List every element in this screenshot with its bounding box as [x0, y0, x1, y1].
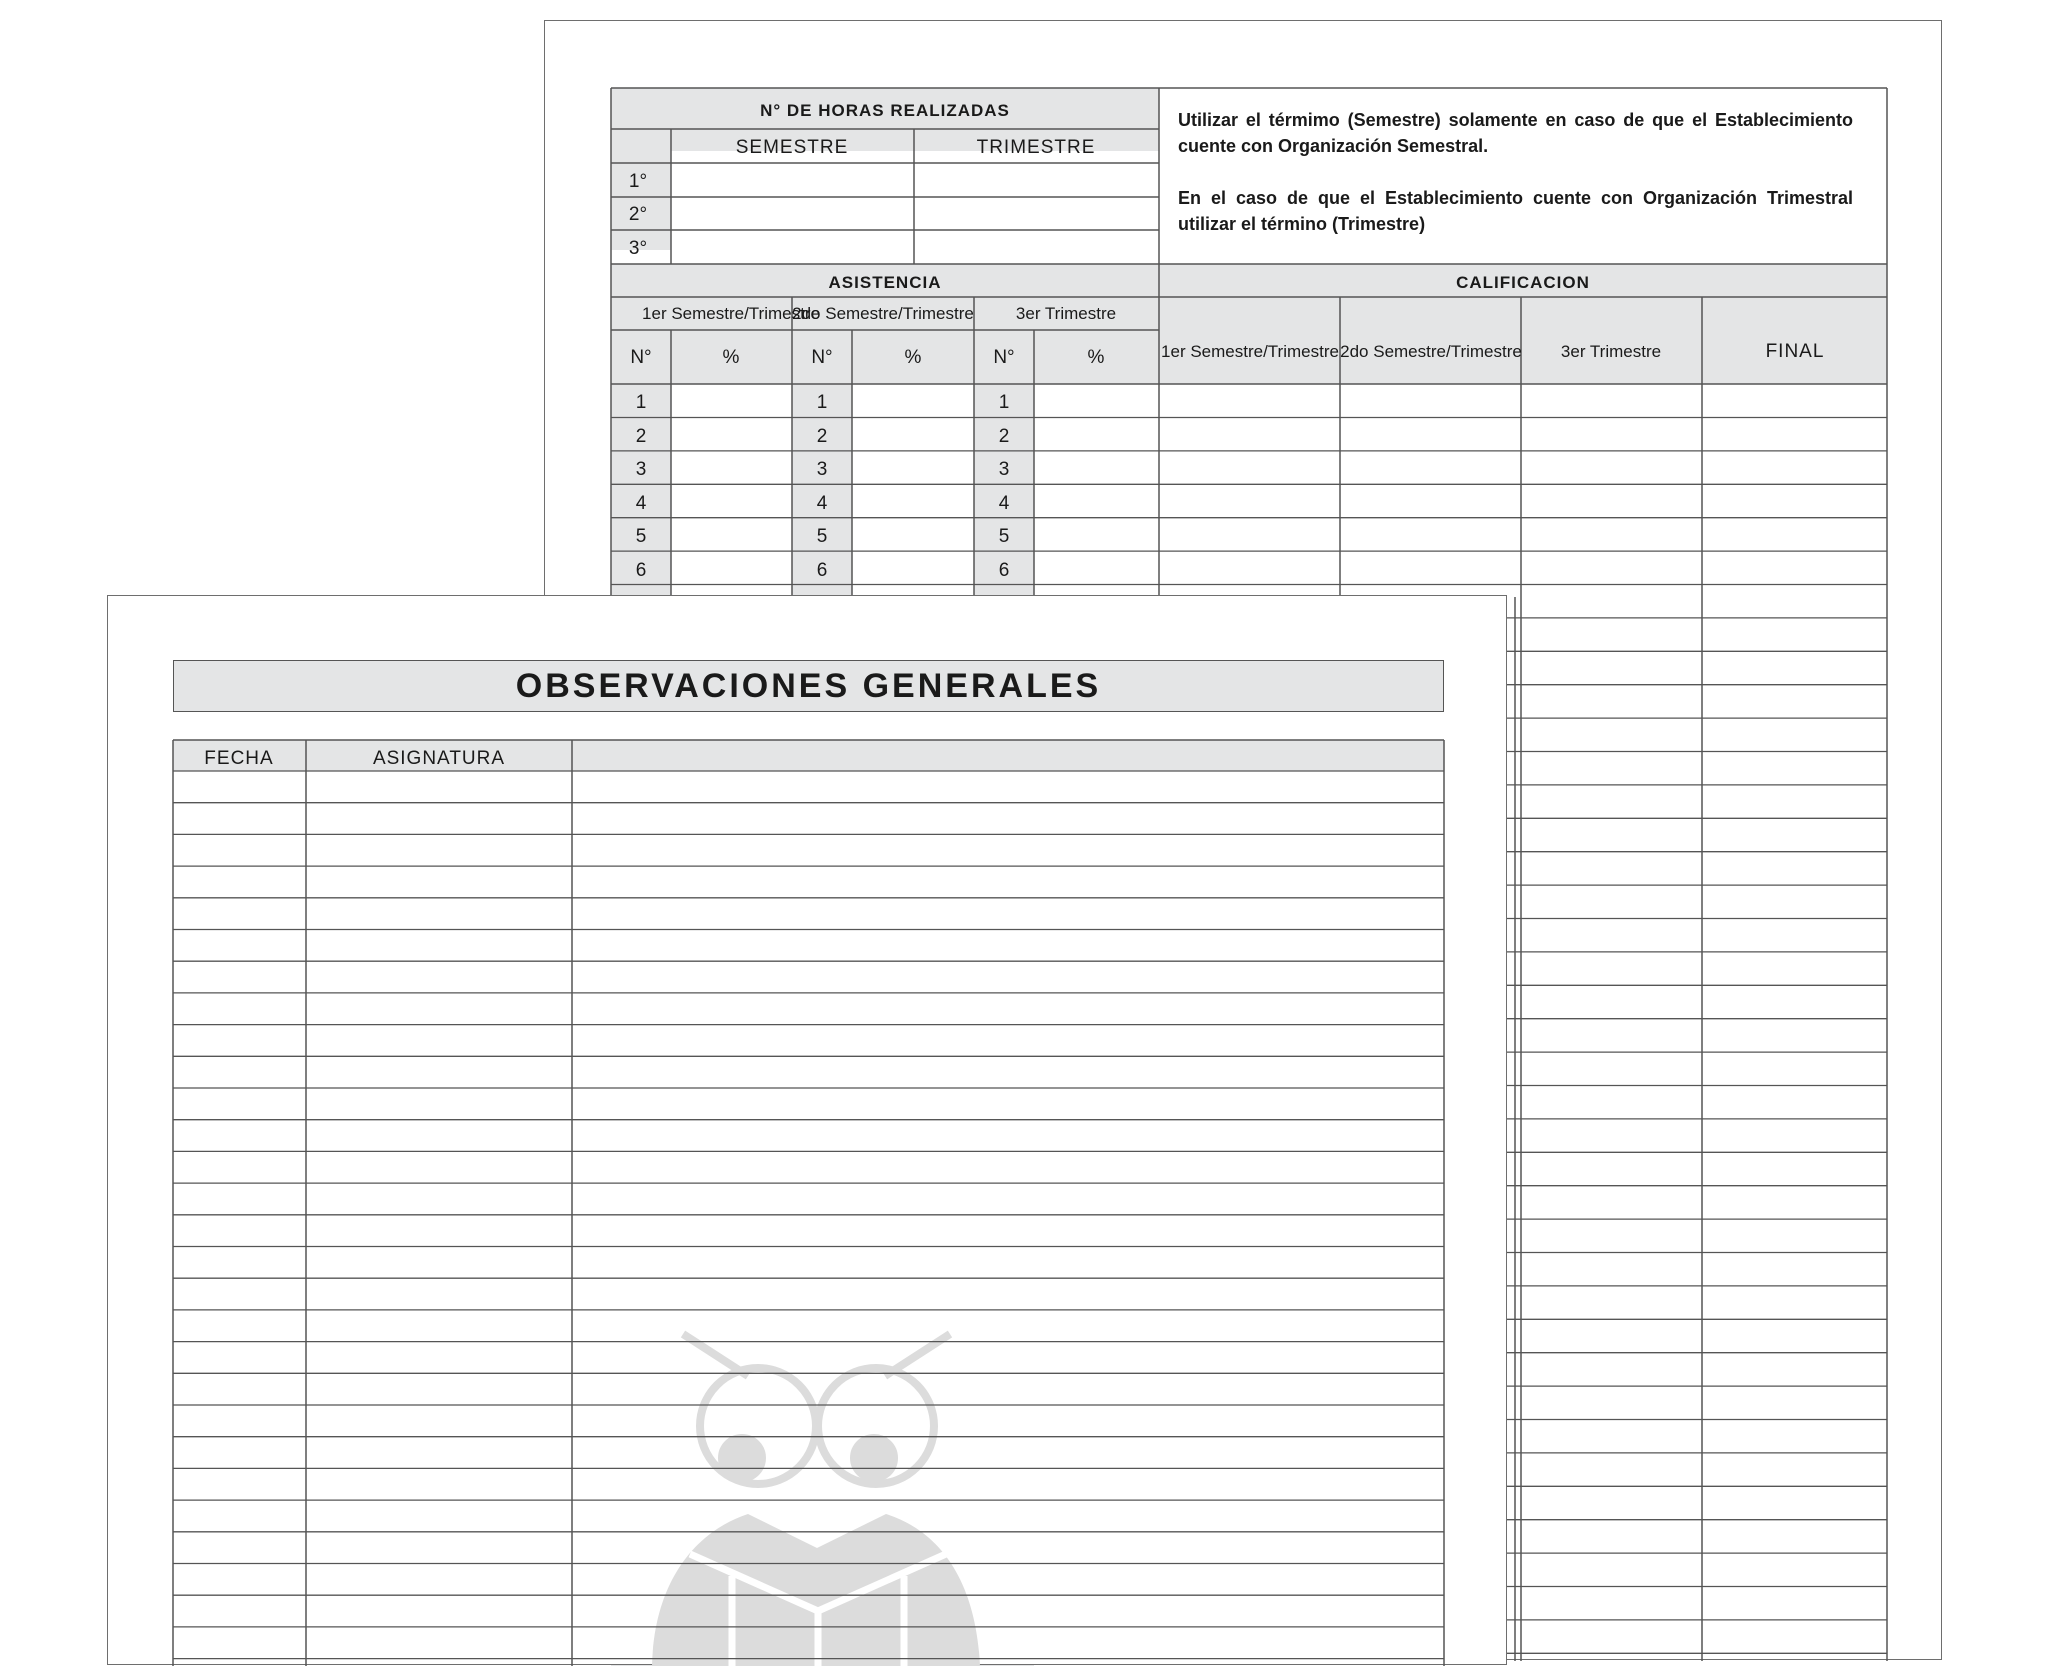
row-number: 1 — [816, 392, 828, 413]
row-number: 2 — [635, 426, 647, 447]
calificacion-col-final: FINAL — [1765, 341, 1825, 362]
row-number: 6 — [635, 560, 647, 581]
row-number: 2 — [816, 426, 828, 447]
hours-row-label: 1° — [628, 171, 648, 192]
hours-row-label: 3° — [628, 238, 648, 259]
asistencia-row-numbers — [636, 392, 1010, 614]
calificacion-col-3: 3er Trimestre — [1560, 342, 1662, 361]
observations-sheet — [107, 595, 1507, 1665]
row-number: 5 — [635, 526, 647, 547]
note-paragraph: Utilizar el térmimo (Semestre) solamente en caso de que el Establecimiento cuente con Organización Semestral. — [1178, 110, 1853, 156]
col-asignatura: ASIGNATURA — [372, 748, 506, 769]
instruction-note — [1178, 107, 1853, 263]
row-number: 6 — [998, 560, 1010, 581]
row-number: 3 — [998, 459, 1010, 480]
asistencia-pct-header: % — [1087, 347, 1105, 368]
asistencia-pct-header: % — [722, 347, 740, 368]
row-number: 5 — [816, 526, 828, 547]
hours-col-semestre: SEMESTRE — [735, 137, 849, 158]
asistencia-num-header: N° — [811, 347, 833, 368]
page-title: OBSERVACIONES GENERALES — [173, 660, 1444, 712]
calificacion-col-2: 2do Semestre/Trimestre — [1340, 342, 1522, 361]
calificacion-title: CALIFICACION — [1456, 273, 1590, 292]
row-number: 3 — [816, 459, 828, 480]
row-number: 4 — [998, 493, 1010, 514]
row-number: 1 — [635, 392, 647, 413]
row-number: 2 — [998, 426, 1010, 447]
hours-table-title: N° DE HORAS REALIZADAS — [760, 101, 1010, 120]
row-number: 4 — [816, 493, 828, 514]
col-fecha: FECHA — [204, 748, 274, 769]
hours-row-label: 2° — [628, 204, 648, 225]
asistencia-title: ASISTENCIA — [828, 273, 942, 292]
asistencia-pct-header: % — [904, 347, 922, 368]
asistencia-group-3: 3er Trimestre — [1015, 304, 1117, 323]
asistencia-group-1: 1er Semestre/Trimestre — [642, 304, 820, 323]
observations-table — [108, 596, 1508, 1666]
row-number: 5 — [998, 526, 1010, 547]
row-number: 4 — [635, 493, 647, 514]
asistencia-num-header: N° — [993, 347, 1015, 368]
row-number: 1 — [998, 392, 1010, 413]
row-number: 3 — [635, 459, 647, 480]
note-paragraph: En el caso de que el Establecimiento cuente con Organización Trimestral utilizar el término (Trimestre) — [1178, 188, 1853, 234]
hours-col-trimestre: TRIMESTRE — [976, 137, 1096, 158]
asistencia-num-header: N° — [630, 347, 652, 368]
asistencia-group-2: 2do Semestre/Trimestre — [792, 304, 974, 323]
row-number: 6 — [816, 560, 828, 581]
calificacion-col-1: 1er Semestre/Trimestre — [1161, 342, 1339, 361]
